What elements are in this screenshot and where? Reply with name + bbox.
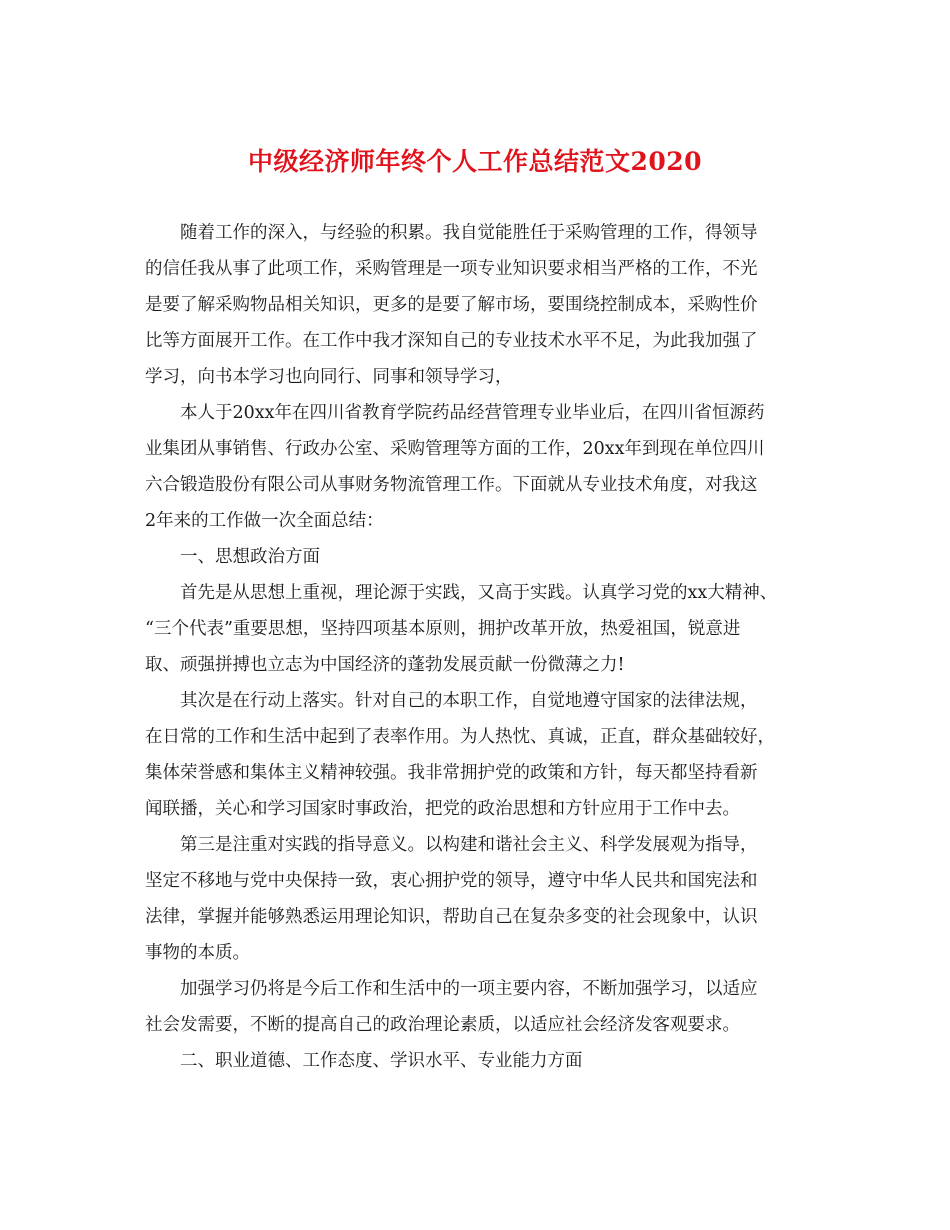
- body-line: 加强学习仍将是今后工作和生活中的一项主要内容，不断加强学习，以适应: [180, 979, 758, 999]
- body-line: 本人于20xx年在四川省教育学院药品经营管理专业毕业后，在四川省恒源药: [180, 403, 765, 423]
- body-line: 比等方面展开工作。在工作中我才深知自己的专业技术水平不足，为此我加强了: [145, 331, 758, 351]
- body-line: 的信任我从事了此项工作，采购管理是一项专业知识要求相当严格的工作，不光: [145, 259, 758, 279]
- body-line: 闻联播，关心和学习国家时事政治，把党的政治思想和方针应用于工作中去。: [145, 799, 740, 819]
- body-line: 是要了解采购物品相关知识，更多的是要了解市场，要围绕控制成本，采购性价: [145, 295, 758, 315]
- body-line: 首先是从思想上重视，理论源于实践，又高于实践。认真学习党的xx大精神、: [180, 583, 778, 603]
- body-line: 取、顽强拼搏也立志为中国经济的蓬勃发展贡献一份微薄之力!: [145, 655, 625, 675]
- section-heading: 二、职业道德、工作态度、学识水平、专业能力方面: [180, 1051, 583, 1071]
- section-heading: 一、思想政治方面: [180, 547, 320, 567]
- body-line: 业集团从事销售、行政办公室、采购管理等方面的工作，20xx年到现在单位四川: [145, 439, 765, 459]
- document-title: 中级经济师年终个人工作总结范文2020: [247, 147, 703, 176]
- body-line: 2年来的工作做一次全面总结：: [145, 511, 384, 531]
- body-line: 坚定不移地与党中央保持一致，衷心拥护党的领导，遵守中华人民共和国宪法和: [145, 871, 758, 891]
- body-line: 第三是注重对实践的指导意义。以构建和谐社会主义、科学发展观为指导，: [180, 835, 758, 855]
- body-line: 法律，掌握并能够熟悉运用理论知识，帮助自己在复杂多变的社会现象中，认识: [145, 907, 758, 927]
- body-line: 在日常的工作和生活中起到了表率作用。为人热忱、真诚，正直，群众基础较好，: [145, 727, 775, 747]
- body-line: 集体荣誉感和集体主义精神较强。我非常拥护党的政策和方针，每天都坚持看新: [145, 763, 758, 783]
- body-line: 学习，向书本学习也向同行、同事和领导学习，: [145, 367, 513, 387]
- body-line: 随着工作的深入，与经验的积累。我自觉能胜任于采购管理的工作，得领导: [180, 223, 758, 243]
- body-line: 其次是在行动上落实。针对自己的本职工作，自觉地遵守国家的法律法规，: [180, 691, 758, 711]
- body-line: 社会发需要，不断的提高自己的政治理论素质，以适应社会经济发客观要求。: [145, 1015, 740, 1035]
- body-line: 六合锻造股份有限公司从事财务物流管理工作。下面就从专业技术角度，对我这: [145, 475, 758, 495]
- body-line: “三个代表”重要思想，坚持四项基本原则，拥护改革开放，热爱祖国，锐意进: [145, 619, 741, 639]
- body-line: 事物的本质。: [145, 943, 250, 963]
